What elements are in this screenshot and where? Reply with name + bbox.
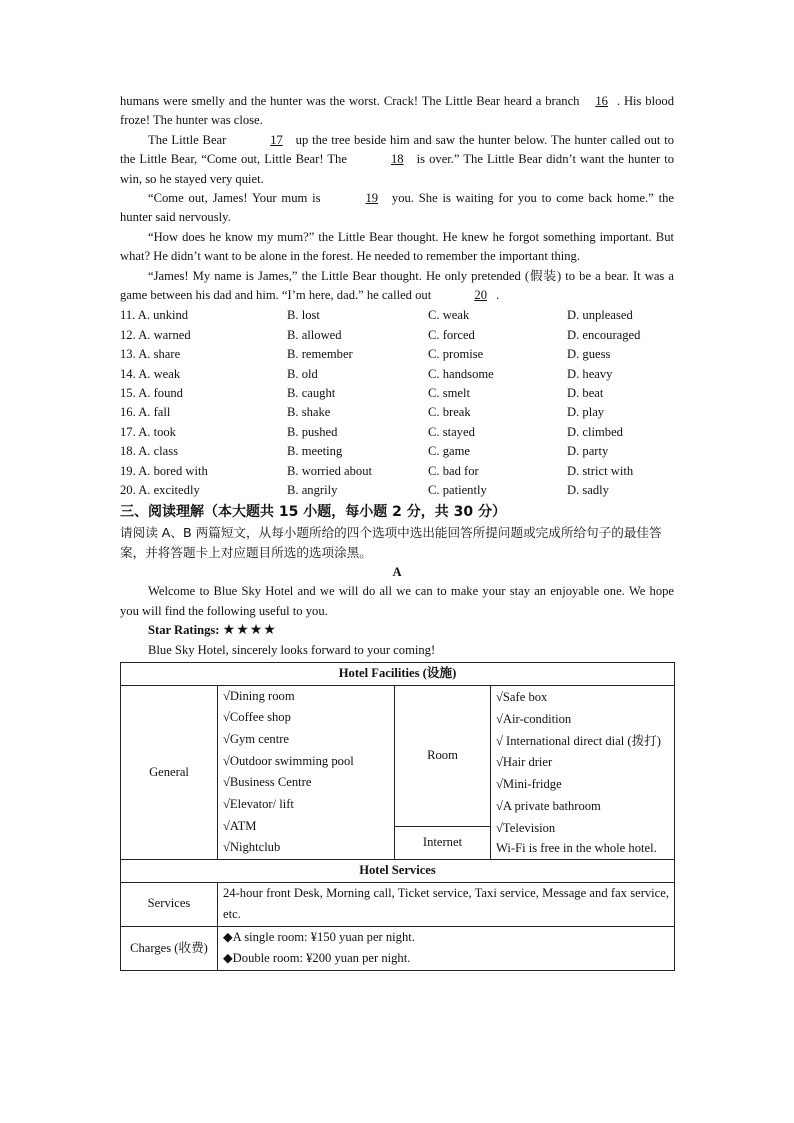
list-item: √Mini-fridge xyxy=(496,777,562,792)
option-a: 11. A. unkind xyxy=(120,308,189,323)
text: . His blood froze! The hunter was close. xyxy=(120,94,674,128)
passage-intro: Welcome to Blue Sky Hotel and we will do all we can to make your stay an enjoyable one. We hope you will find the following useful to you. xyxy=(120,584,674,618)
option-c: C. weak xyxy=(428,308,470,323)
room-items xyxy=(491,685,675,860)
facilities-header: Hotel Facilities (设施) xyxy=(121,663,675,686)
list-item: √ATM xyxy=(223,818,257,833)
option-a: 20. A. excitedly xyxy=(120,482,200,497)
story-paragraph-2 xyxy=(120,131,674,189)
list-item: √Elevator/ lift xyxy=(223,797,294,812)
star-icon: ★★★★ xyxy=(222,623,277,639)
charges-label: Charges (收费) xyxy=(121,926,218,970)
list-item: √Outdoor swimming pool xyxy=(223,753,354,768)
option-row xyxy=(120,326,674,345)
list-item: √Nightclub xyxy=(223,840,281,855)
list-item: √A private bathroom xyxy=(496,798,601,813)
text: you. She is waiting for you to come back home.” the hunter said nervously. xyxy=(120,191,675,225)
text: The Little Bear xyxy=(148,132,227,147)
page-content xyxy=(120,92,674,971)
option-c: C. break xyxy=(428,405,471,420)
passage-heading: A xyxy=(392,565,402,580)
option-d: D. party xyxy=(567,444,609,459)
story-paragraph-1 xyxy=(120,92,674,131)
list-item: √Air-condition xyxy=(496,712,572,727)
list-item: √ International direct dial (拨打) xyxy=(496,733,661,748)
option-c: C. forced xyxy=(428,327,475,342)
list-item: √Gym centre xyxy=(223,731,290,746)
list-item: ◆A single room: ¥150 yuan per night. xyxy=(223,929,415,944)
option-d: D. unpleased xyxy=(567,308,633,323)
text: . xyxy=(495,288,500,303)
list-item: ◆Double room: ¥200 yuan per night. xyxy=(223,951,411,966)
option-b: B. pushed xyxy=(287,424,338,439)
internet-text: Wi-Fi is free in the whole hotel. xyxy=(496,841,657,856)
services-text: 24-hour front Desk, Morning call, Ticket service, Taxi service, Message and fax service, etc. xyxy=(218,882,675,926)
charges-items xyxy=(218,926,675,970)
story-paragraph-5 xyxy=(120,267,674,306)
services-header: Hotel Services xyxy=(121,860,675,883)
list-item: √Dining room xyxy=(223,688,295,703)
option-b: B. worried about xyxy=(287,463,372,478)
blank-20: 20 xyxy=(474,288,487,303)
option-a: 15. A. found xyxy=(120,386,183,401)
option-a: 19. A. bored with xyxy=(120,463,208,478)
story-paragraph-3 xyxy=(120,189,674,228)
option-d: D. guess xyxy=(567,347,611,362)
option-row xyxy=(120,345,674,364)
option-c: C. smelt xyxy=(428,386,470,401)
blank-18: 18 xyxy=(391,152,404,167)
option-row xyxy=(120,365,674,384)
services-label: Services xyxy=(121,882,218,926)
text: is over.” The Little Bear didn’t want the hunter to win, so he stayed very quiet. xyxy=(120,152,675,186)
option-b: B. old xyxy=(287,366,318,381)
list-item: √Hair drier xyxy=(496,755,553,770)
option-c: C. handsome xyxy=(428,366,494,381)
option-a: 12. A. warned xyxy=(120,327,191,342)
option-row xyxy=(120,403,674,422)
tagline: Blue Sky Hotel, sincerely looks forward to your coming! xyxy=(148,642,436,657)
blank-16: 16 xyxy=(595,94,608,108)
text: “James! My name is James,” the Little Bear thought. He only pretended (假装) to be a bear. It was a game between his dad and him. “I’m here, dad.” he called out xyxy=(120,268,674,303)
option-row xyxy=(120,442,674,461)
section-instructions: 请阅读 A、B 两篇短文，从每小题所给的四个选项中选出能回答所提问题或完成所给句子的最佳答案，并将答题卡上对应题目所选的选项涂黑。 xyxy=(120,525,662,561)
option-d: D. beat xyxy=(567,386,604,401)
text: humans were smelly and the hunter was the worst. Crack! The Little Bear heard a branch xyxy=(120,94,580,108)
option-row xyxy=(120,306,674,325)
hotel-table xyxy=(120,662,675,971)
option-d: D. climbed xyxy=(567,424,623,439)
option-d: D. heavy xyxy=(567,366,613,381)
list-item: √Business Centre xyxy=(223,775,312,790)
option-a: 13. A. share xyxy=(120,347,181,362)
internet-label: Internet xyxy=(395,826,491,860)
option-c: C. bad for xyxy=(428,463,479,478)
general-label: General xyxy=(121,685,218,860)
option-d: D. play xyxy=(567,405,605,420)
option-c: C. patiently xyxy=(428,482,487,497)
option-row xyxy=(120,481,674,500)
general-items xyxy=(218,685,395,860)
option-d: D. encouraged xyxy=(567,327,641,342)
blank-19: 19 xyxy=(365,191,379,206)
blank-17: 17 xyxy=(270,132,283,147)
text: “Come out, James! Your mum is xyxy=(148,191,321,206)
option-c: C. promise xyxy=(428,347,484,362)
option-a: 18. A. class xyxy=(120,444,179,459)
option-row xyxy=(120,462,674,481)
room-label: Room xyxy=(395,685,491,826)
section-title: 三、阅读理解（本大题共 15 小题，每小题 2 分，共 30 分） xyxy=(120,504,506,521)
story-paragraph-4: “How does he know my mum?” the Little Bear thought. He knew he forgot something important. But what? He didn’t want to be alone in the forest. He needed to remember the important thing. xyxy=(120,229,674,264)
option-b: B. allowed xyxy=(287,327,342,342)
option-b: B. angrily xyxy=(287,482,338,497)
option-c: C. game xyxy=(428,444,470,459)
list-item: √Safe box xyxy=(496,690,548,705)
star-ratings xyxy=(120,621,674,640)
option-b: B. lost xyxy=(287,308,320,323)
option-d: D. sadly xyxy=(567,482,609,497)
option-d: D. strict with xyxy=(567,463,634,478)
option-b: B. meeting xyxy=(287,444,343,459)
option-b: B. remember xyxy=(287,347,353,362)
option-a: 16. A. fall xyxy=(120,405,171,420)
option-a: 17. A. took xyxy=(120,424,176,439)
list-item: √Coffee shop xyxy=(223,710,291,725)
star-label: Star Ratings: xyxy=(148,623,220,638)
list-item: √Television xyxy=(496,820,556,835)
option-b: B. shake xyxy=(287,405,331,420)
text: up the tree beside him and saw the hunter below. The hunter called out to the Little Bear, “Come out, Little Bear! The xyxy=(120,132,675,167)
option-row xyxy=(120,423,674,442)
option-c: C. stayed xyxy=(428,424,475,439)
option-a: 14. A. weak xyxy=(120,366,181,381)
options-list xyxy=(120,306,674,500)
option-b: B. caught xyxy=(287,386,336,401)
option-row xyxy=(120,384,674,403)
